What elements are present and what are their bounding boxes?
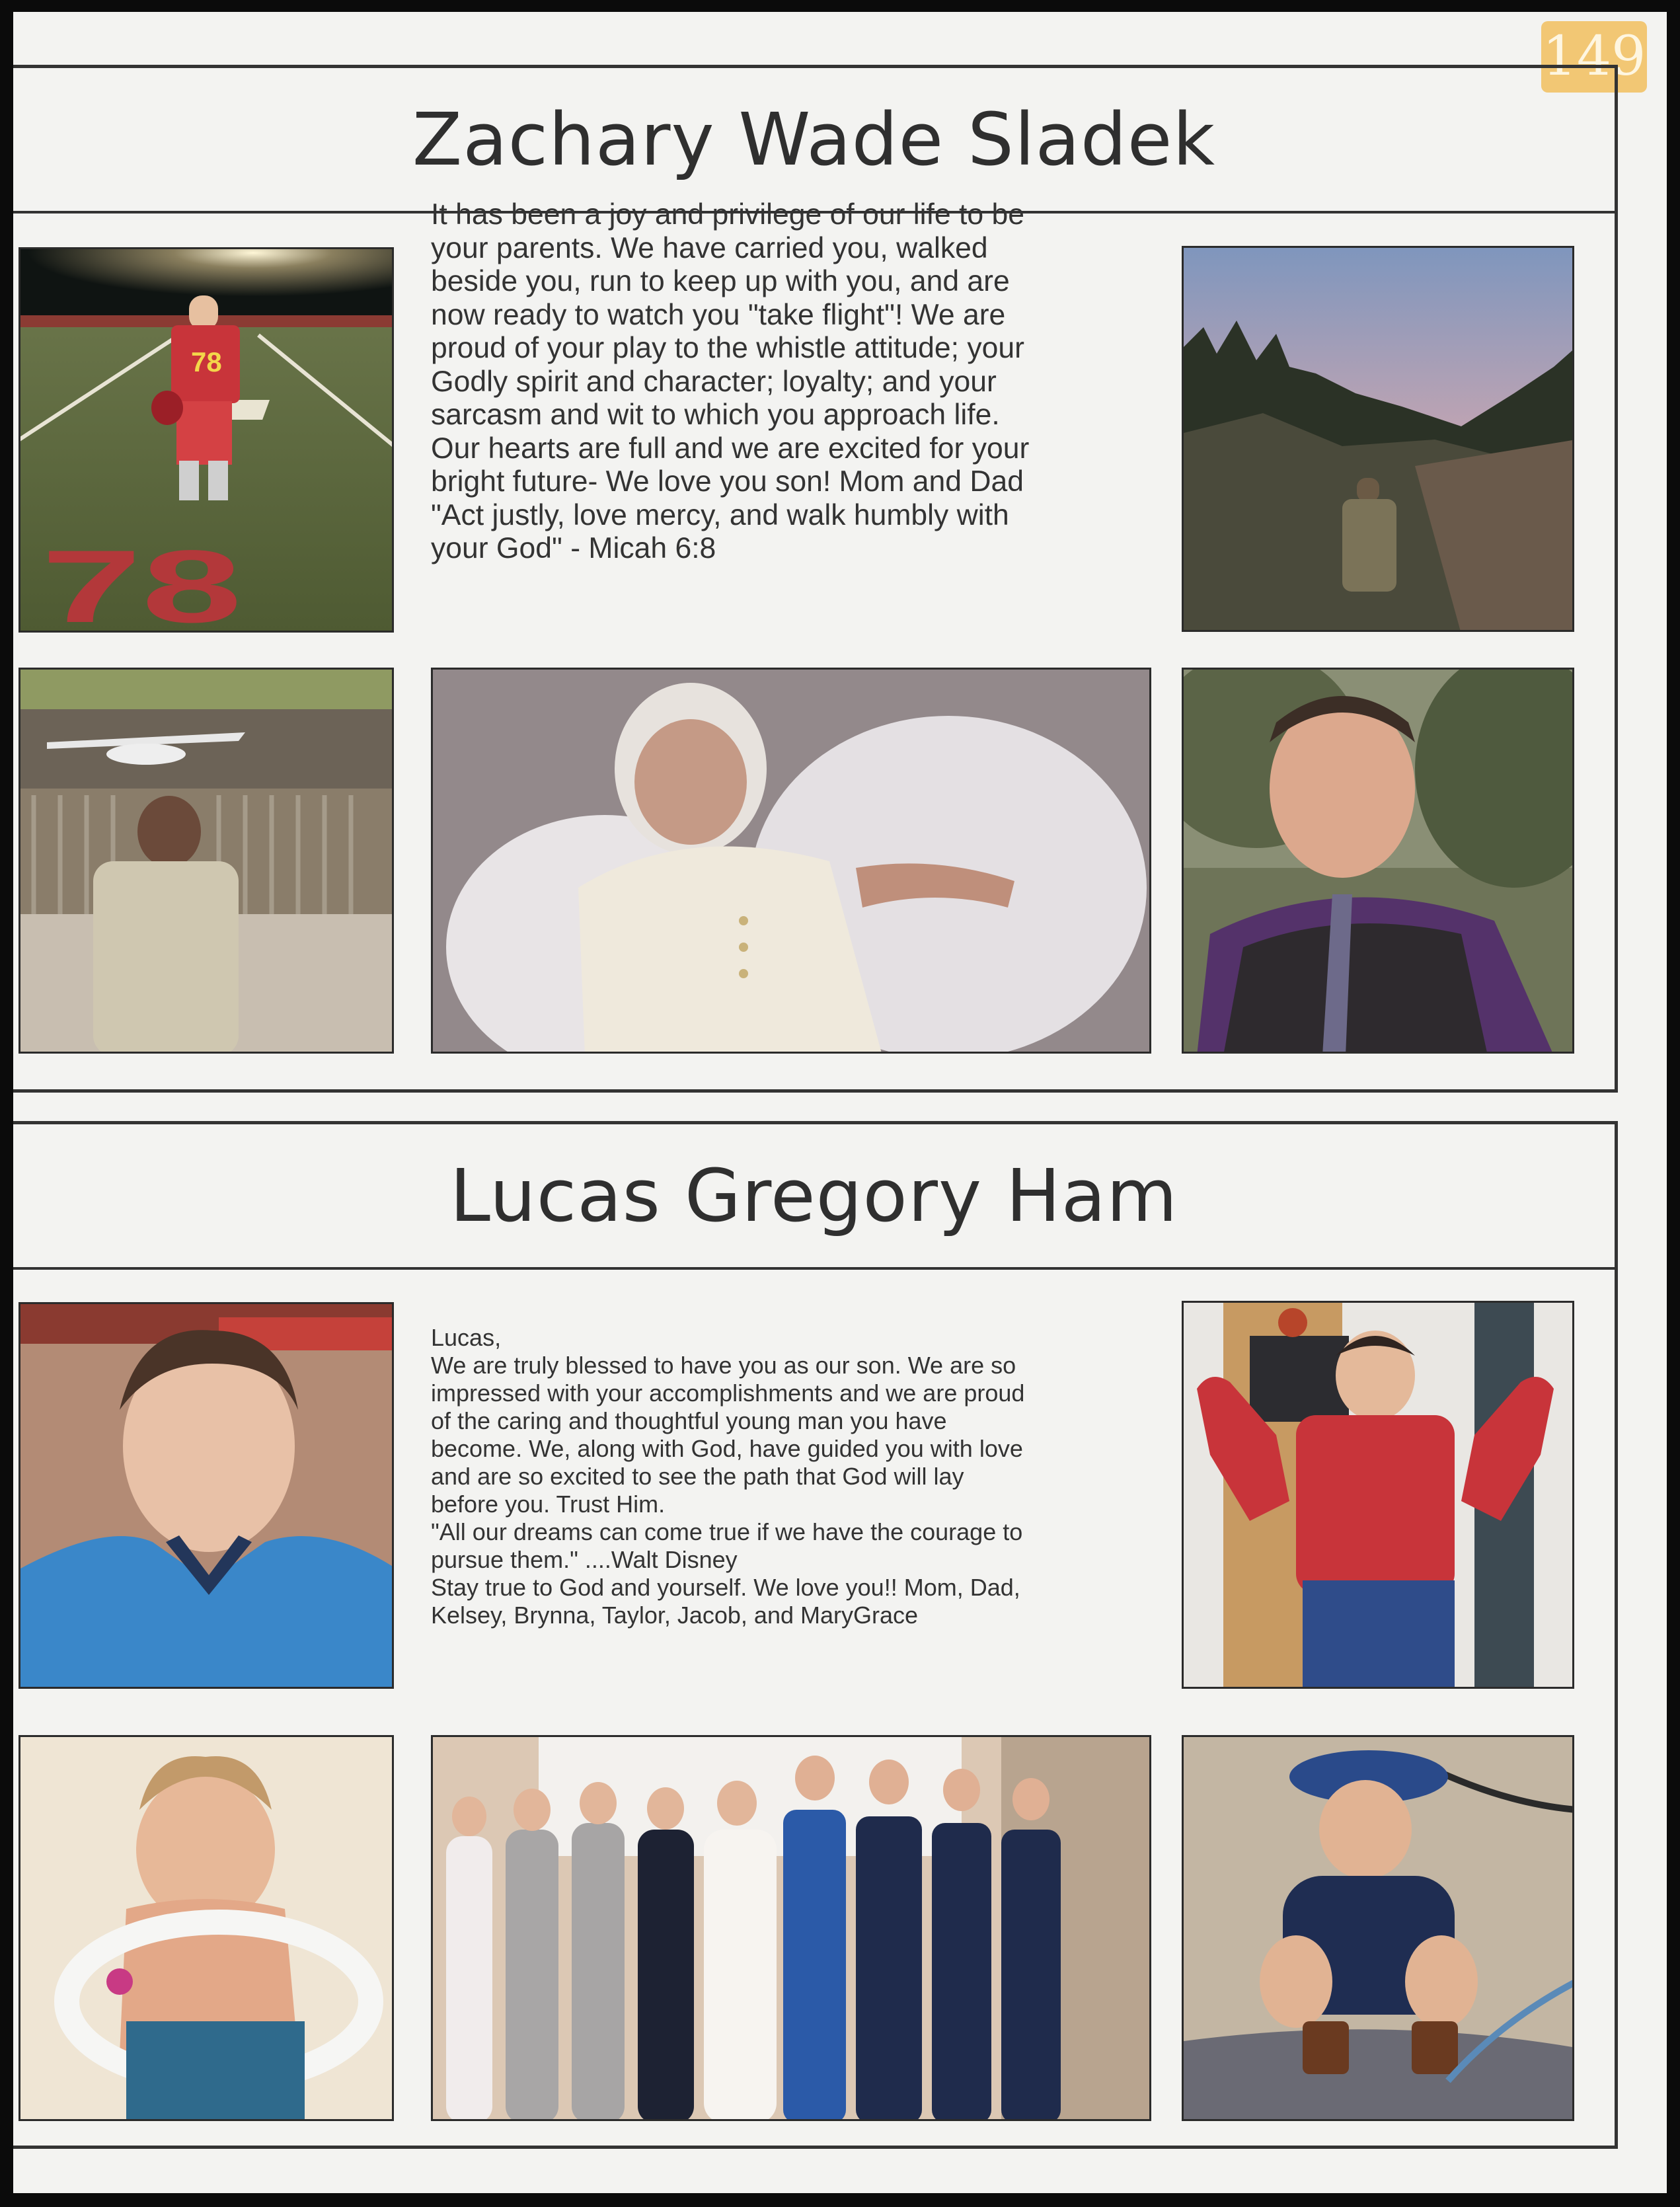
baby-bath-image xyxy=(20,1737,394,2121)
field-number: 78 xyxy=(41,529,243,633)
baby-christening-image xyxy=(433,670,1151,1054)
yearbook-page xyxy=(13,12,1667,2193)
photo-football-field xyxy=(19,247,394,633)
boy-airfield-image xyxy=(20,670,394,1054)
photo-baby-bath xyxy=(19,1735,394,2121)
jersey-number: 78 xyxy=(191,346,222,377)
parent-message: It has been a joy and privilege of our life to be your parents. We have carried you, walked beside you, run to keep up with you, and are now ready to watch you "take flight"! We are proud of your play to the whistle attitude; your Godly spirit and character; loyalty; and your sarcasm and wit to which you approach life. Our hearts are full and we are excited for your bright future- We love you son! Mom and Dad "Act justly, love mercy, and walk humbly with your God" - Micah 6:8 xyxy=(431,198,1030,564)
senior-name-title: Lucas Gregory Ham xyxy=(449,1153,1178,1238)
photo-boy-airfield xyxy=(19,668,394,1054)
portrait-blue-polo-image xyxy=(20,1304,394,1689)
photo-family-wedding xyxy=(431,1735,1151,2121)
photo-kid-puddle xyxy=(1182,1735,1574,2121)
kid-puddle-image xyxy=(1184,1737,1574,2121)
photo-young-man-purple xyxy=(1182,668,1574,1054)
page-number: 149 xyxy=(1541,21,1647,93)
family-wedding-image xyxy=(433,1737,1151,2121)
football-field-image xyxy=(20,249,394,633)
superhero-costume-image xyxy=(1184,1303,1574,1689)
photo-forest-sunset xyxy=(1182,246,1574,632)
title-band xyxy=(13,1124,1615,1270)
title-band xyxy=(13,68,1615,213)
photo-superhero-costume xyxy=(1182,1301,1574,1689)
forest-sunset-image xyxy=(1184,248,1574,632)
parent-message: Lucas, We are truly blessed to have you as our son. We are so impressed with your accomplishments and we are proud of the caring and thoughtful young man you have become. We, along with God, have guided you with love and are so excited to see the path that God will lay before you. Trust Him. "All our dreams can come true if we have the courage to pursue them." ....Walt Disney Stay true to God and yourself. We love you!! Mom, Dad, Kelsey, Brynna, Taylor, Jacob, and MaryGrace xyxy=(431,1324,1025,1629)
young-man-purple-image xyxy=(1184,670,1574,1054)
photo-baby-christening xyxy=(431,668,1151,1054)
senior-name-title: Zachary Wade Sladek xyxy=(412,97,1216,182)
photo-portrait-blue-polo xyxy=(19,1302,394,1689)
